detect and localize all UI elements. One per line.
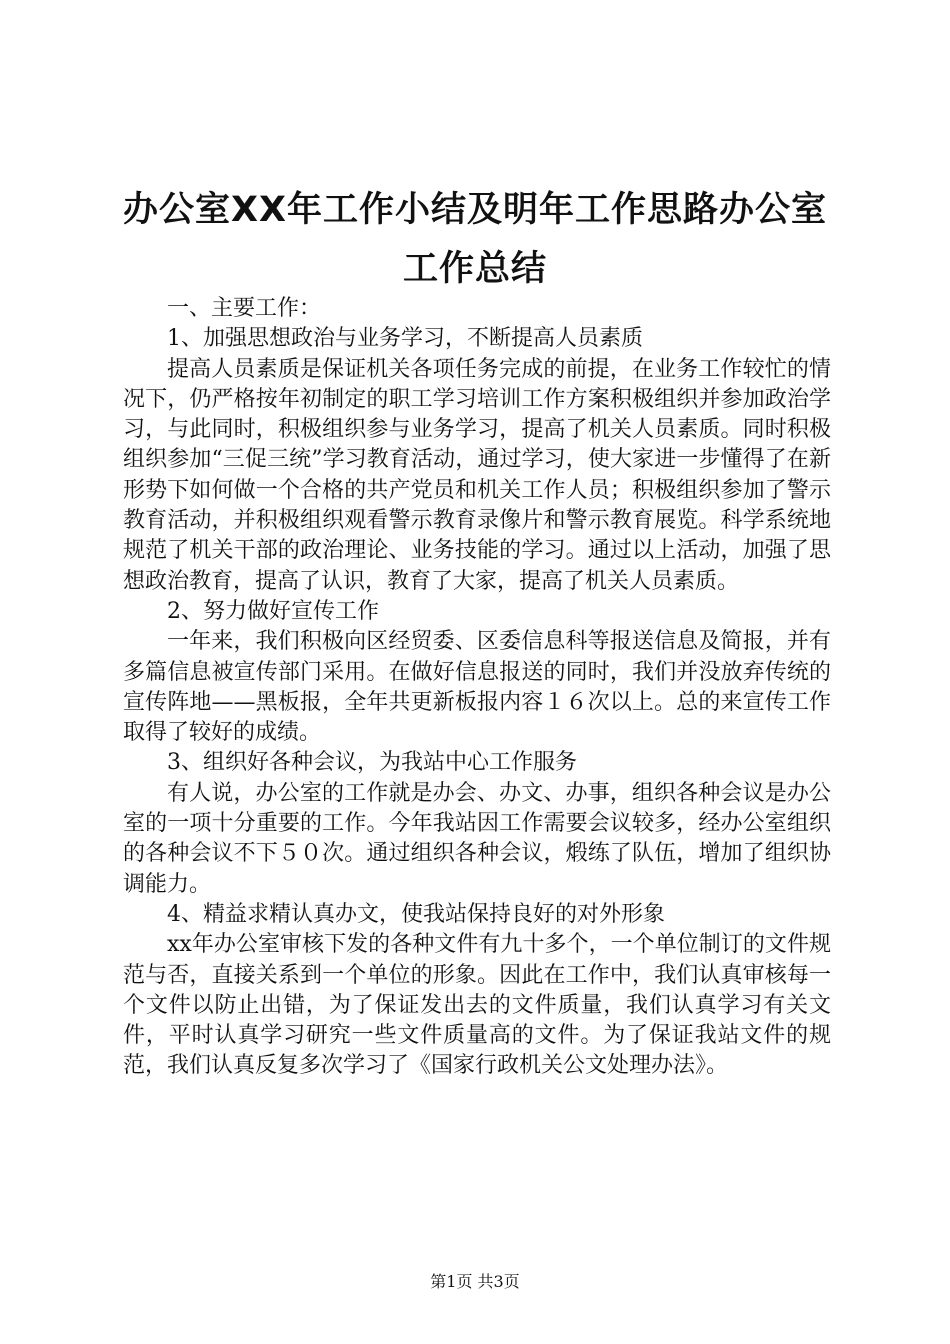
paragraph-1: 提高人员素质是保证机关各项任务完成的前提，在业务工作较忙的情况下，仍严格按年初制定的职工学习培训工作方案积极组织并参加政治学习，与此同时，积极组织参与业务学习，提高了机关人员素质。同时积极组织参加“三促三统”学习教育活动，通过学习，使大家进一步懂得了在新形势下如何做一个合格的共产党员和机关工作人员；积极组织参加了警示教育活动，并积极组织观看警示教育录像片和警示教育展览。科学系统地规范了机关干部的政治理论、业务技能的学习。通过以上活动，加强了思想政治教育，提高了认识，教育了大家，提高了机关人员素质。 (123, 356, 831, 594)
document-body (123, 294, 831, 1082)
paragraph-2: 一年来，我们积极向区经贸委、区委信息科等报送信息及简报，并有多篇信息被宣传部门采用。在做好信息报送的同时，我们并没放弃传统的宣传阵地——黑板报，全年共更新板报内容１６次以上。总的来宣传工作取得了较好的成绩。 (123, 629, 831, 746)
subheading-1: 1、加强思想政治与业务学习，不断提高人员素质 (167, 326, 643, 352)
paragraph-3: 有人说，办公室的工作就是办会、办文、办事，组织各种会议是办公室的一项十分重要的工作。今年我站因工作需要会议较多，经办公室组织的各种会议不下５０次。通过组织各种会议，煅练了队伍，增加了组织协调能力。 (123, 780, 831, 897)
subheading-4: 4、精益求精认真办文，使我站保持良好的对外形象 (167, 901, 665, 927)
subheading-2: 2、努力做好宣传工作 (167, 598, 379, 624)
page-footer: 第1页 共3页 (430, 1272, 520, 1291)
document-title-line1: 办公室XX年工作小结及明年工作思路办公室 (123, 190, 827, 230)
paragraph-4: xx年办公室审核下发的各种文件有九十多个，一个单位制订的文件规范与否，直接关系到一个单位的形象。因此在工作中，我们认真审核每一个文件以防止出错，为了保证发出去的文件质量，我们认真学习有关文件，平时认真学习研究一些文件质量高的文件。为了保证我站文件的规范，我们认真反复多次学习了《国家行政机关公文处理办法》。 (123, 932, 831, 1079)
section-heading-main-work: 一、主要工作： (167, 296, 322, 321)
document-title-line2: 工作总结 (402, 249, 547, 289)
subheading-3: 3、组织好各种会议，为我站中心工作服务 (167, 750, 577, 776)
